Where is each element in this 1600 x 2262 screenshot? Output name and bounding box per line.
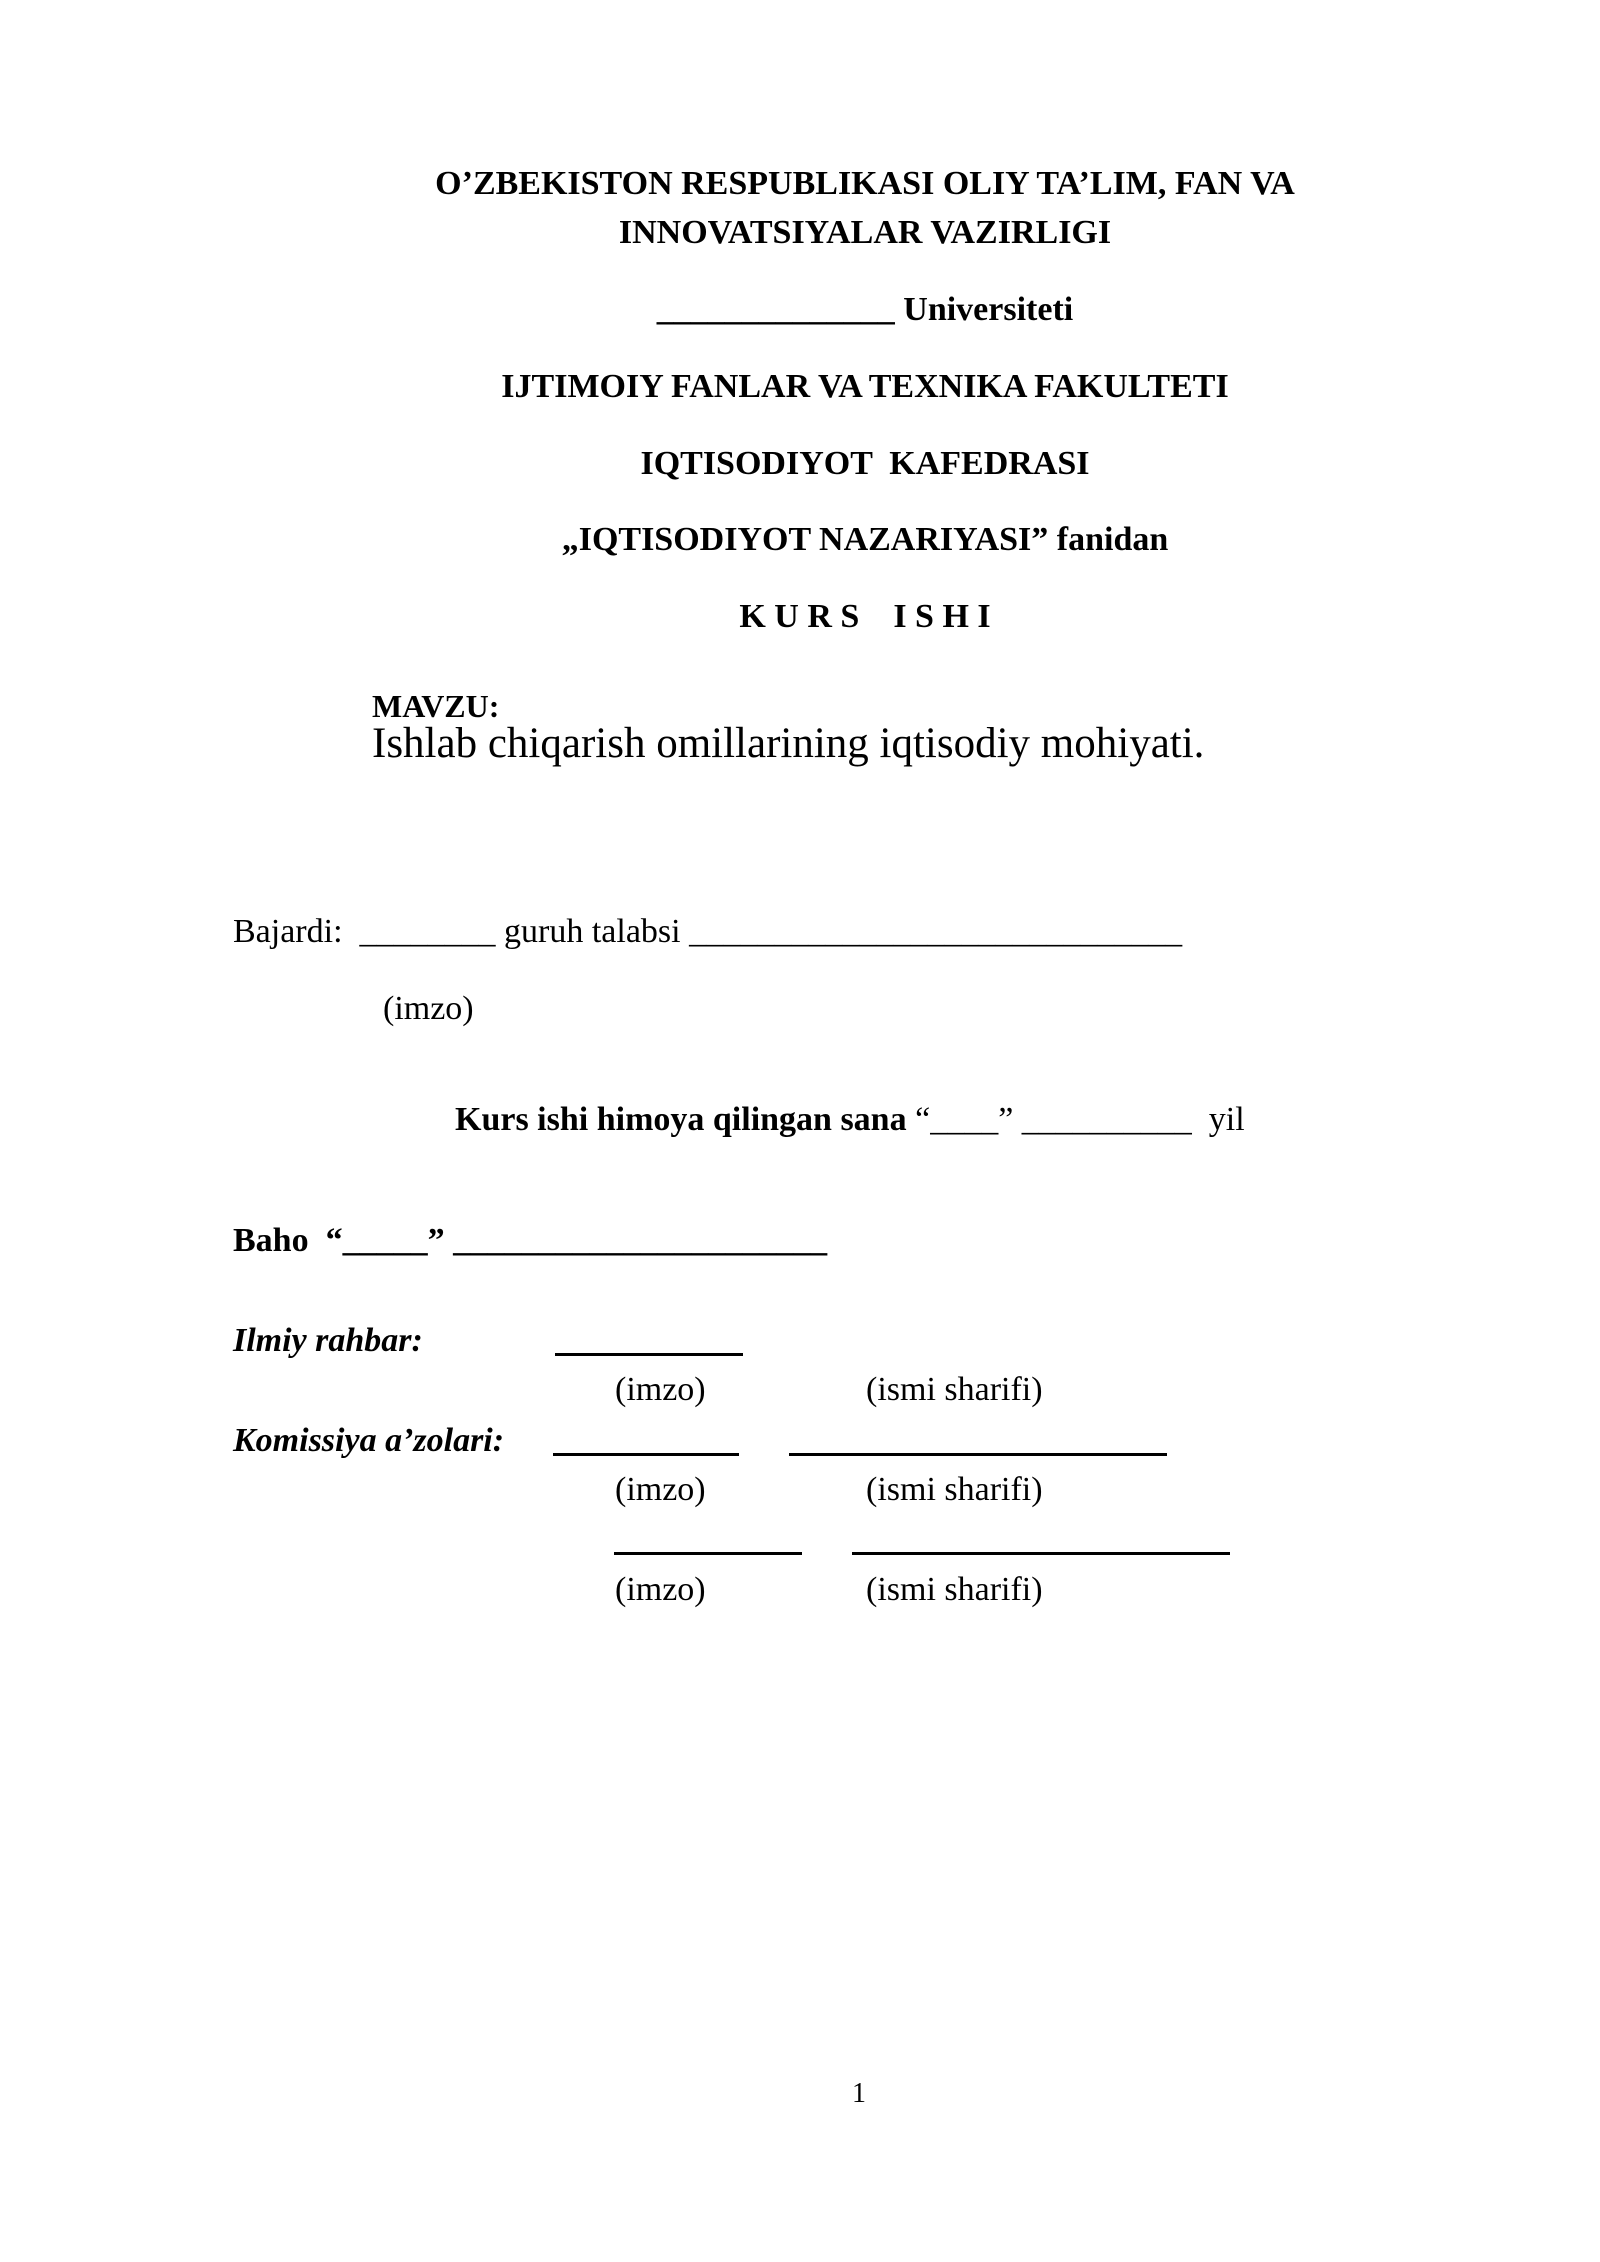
commission-member-2-name-caption: (ismi sharifi) [866, 1571, 1043, 1608]
grade-line: Baho “_____” ______________________ [233, 1222, 828, 1259]
commission-member-1-name-caption: (ismi sharifi) [866, 1471, 1043, 1508]
topic-label: MAVZU: [372, 688, 500, 724]
topic-line [356, 674, 1204, 781]
defense-blanks: “____” __________ yil [915, 1101, 1245, 1138]
supervisor-signature-caption: (imzo) [615, 1371, 706, 1408]
supervisor-signature-line [555, 1353, 743, 1356]
commission-member-1-signature-line [553, 1453, 739, 1456]
defense-date-line [421, 1069, 1245, 1171]
faculty-line: IJTIMOIY FANLAR VA TEXNIKA FAKULTETI [501, 368, 1229, 405]
commission-member-1-name-line [789, 1453, 1167, 1456]
supervisor-name-caption: (ismi sharifi) [866, 1371, 1043, 1408]
work-type-title: K U R S I S H I [739, 598, 991, 635]
page-number: 1 [852, 2078, 866, 2109]
commission-member-2-signature-caption: (imzo) [615, 1571, 706, 1608]
commission-label: Komissiya a’zolari: [233, 1422, 505, 1459]
commission-member-2-signature-line [614, 1552, 802, 1555]
commission-member-1-signature-caption: (imzo) [615, 1471, 706, 1508]
subject-line: „IQTISODIYOT NAZARIYASI” fanidan [561, 521, 1169, 558]
defense-label: Kurs ishi himoya qilingan sana [455, 1101, 916, 1138]
ministry-line-2: INNOVATSIYALAR VAZIRLIGI [618, 214, 1112, 251]
performer-line: Bajardi: ________ guruh talabsi _____________________________ [233, 913, 1183, 950]
department-line: IQTISODIYOT KAFEDRASI [640, 445, 1090, 482]
topic-text: Ishlab chiqarish omillarining iqtisodiy mohiyati. [372, 720, 1205, 767]
performer-signature-caption: (imzo) [383, 990, 474, 1027]
ministry-line-1: O’ZBEKISTON RESPUBLIKASI OLIY TA’LIM, FAN VA [435, 165, 1295, 202]
supervisor-label: Ilmiy rahbar: [233, 1322, 423, 1359]
university-line: ______________ Universiteti [656, 291, 1074, 328]
commission-member-2-name-line [852, 1552, 1230, 1555]
